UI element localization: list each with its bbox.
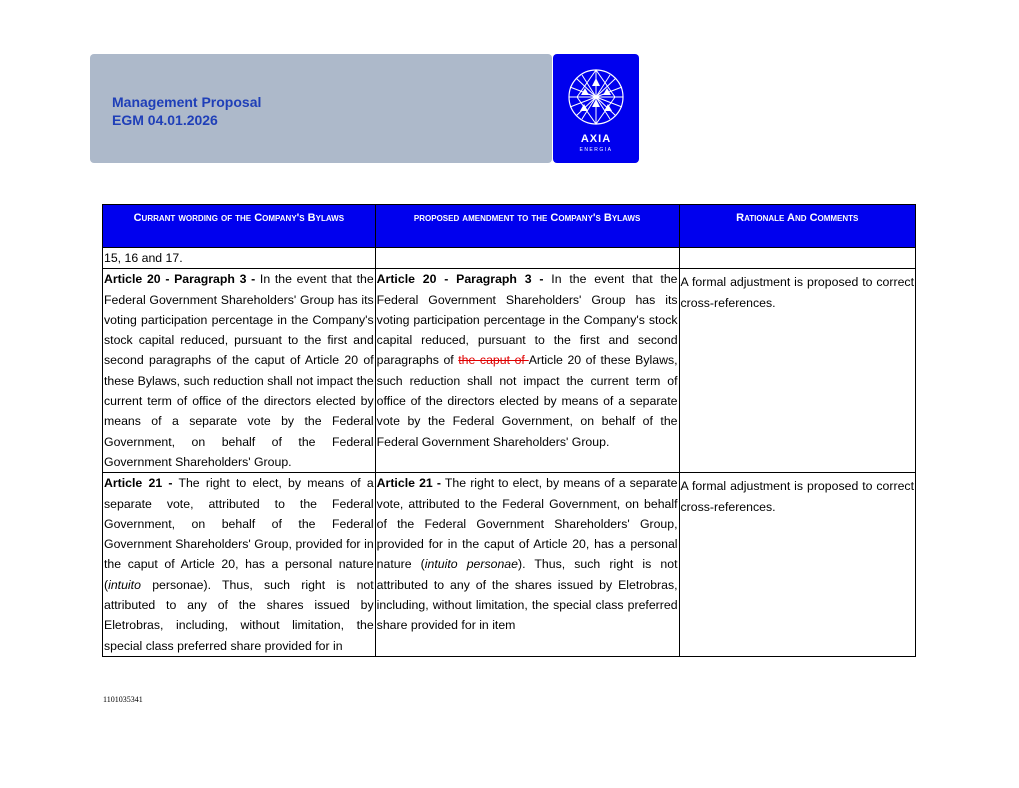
proposed-amendment-cell: [375, 269, 679, 473]
table-row: [103, 269, 916, 473]
italic-text: intuito: [108, 577, 141, 592]
table-row: [103, 248, 916, 269]
article-heading: Article 21 -: [376, 476, 441, 491]
axia-globe-icon: [567, 68, 625, 126]
article-heading: Article 21 -: [104, 476, 173, 491]
current-wording-cell: 15, 16 and 17.: [103, 248, 376, 269]
article-text: In the event that the Federal Government Shareholders' Group has its voting participation percentage in the Company's stock capital reduced, pursuant to the first and second paragraphs of the caput of Article 20 of these Bylaws, such reduction shall not impact the current term of office of the directors elected by means of a separate vote by the Federal Government, on behalf of the Federal Government Shareholders' Group.: [104, 272, 374, 469]
deleted-text: the caput of: [458, 353, 529, 368]
current-wording-cell: [103, 269, 376, 473]
table-row: [103, 473, 916, 657]
column-header-current: Currant wording of the Company's Bylaws: [103, 205, 376, 248]
proposed-amendment-cell: [375, 248, 679, 269]
italic-text: intuito personae: [424, 557, 518, 572]
article-heading: Article 20 - Paragraph 3 -: [376, 272, 544, 287]
proposal-title: [112, 93, 261, 129]
proposal-title-line1: Management Proposal: [112, 94, 262, 110]
article-text: personae). Thus, such right is not attributed to any of the shares issued by Eletrobras, including, without limitation, the special class preferred share provided for in: [104, 577, 374, 653]
document-code: 1101035341: [103, 695, 143, 704]
rationale-cell: A formal adjustment is proposed to correct cross-references.: [679, 473, 915, 657]
article-text: In the event that the Federal Government Shareholders' Group has its voting participation percentage in the Company's stock capital reduced, pursuant to the first and second paragraphs of: [376, 272, 678, 368]
logo-subtitle: ENERGIA: [579, 147, 613, 153]
current-wording-cell: [103, 473, 376, 657]
column-header-proposed: proposed amendment to the Company's Bylaws: [375, 205, 679, 248]
company-logo: [553, 54, 639, 163]
rationale-cell: [679, 248, 915, 269]
proposal-title-line2: EGM 04.01.2026: [112, 112, 218, 128]
article-text: The right to elect, by means of a separate vote, attributed to the Federal Government, on behalf of the Federal Government Shareholders' Group, provided for in the caput of Article 20, has a personal nature (: [376, 476, 678, 572]
column-header-rationale: Rationale And Comments: [679, 205, 915, 248]
rationale-cell: A formal adjustment is proposed to correct cross-references.: [679, 269, 915, 473]
table-header-row: [103, 205, 916, 248]
logo-wordmark: AXIA: [580, 133, 612, 145]
article-text: Article 20 of these Bylaws, such reduction shall not impact the current term of office of the directors elected by means of a separate vote by the Federal Government, on behalf of the Federal Government Shareholders' Group.: [376, 353, 678, 449]
article-heading: Article 20 - Paragraph 3 -: [104, 272, 256, 287]
proposed-amendment-cell: [375, 473, 679, 657]
article-text: The right to elect, by means of a separate vote, attributed to the Federal Government, on behalf of the Federal Government Shareholders' Group, provided for in the caput of Article 20, has a personal nature (: [104, 476, 374, 592]
bylaws-comparison-table: [102, 204, 916, 657]
article-text: ). Thus, such right is not attributed to any of the shares issued by Eletrobras, including, without limitation, the special class preferred share provided for in item: [376, 557, 678, 633]
